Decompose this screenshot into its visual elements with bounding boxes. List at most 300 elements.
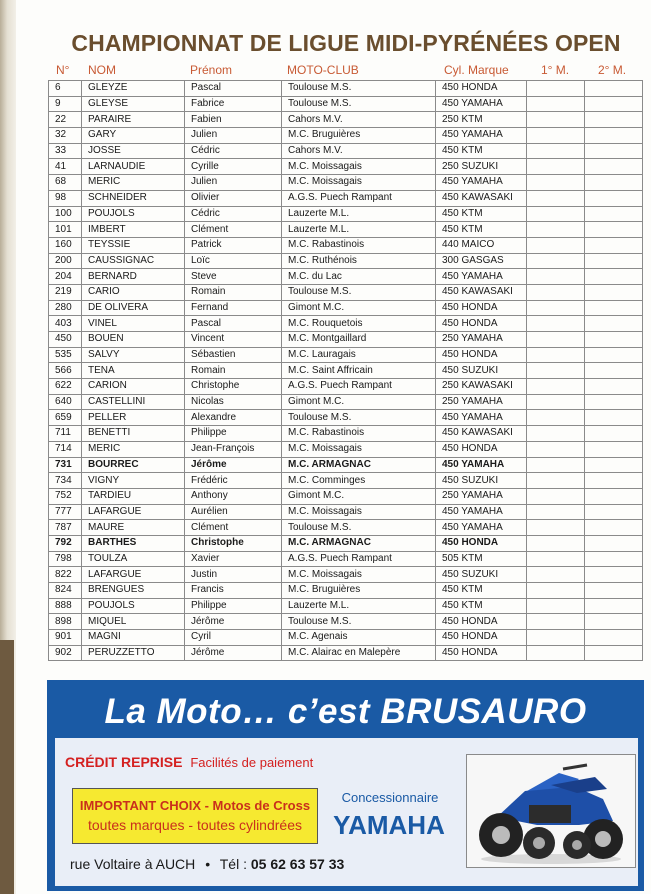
cell-num: 101 <box>49 222 82 238</box>
cell-m1 <box>527 426 585 442</box>
ad-tel-label: Tél : <box>219 856 247 872</box>
table-row <box>49 128 643 144</box>
page-title: CHAMPIONNAT DE LIGUE MIDI-PYRÉNÉES OPEN <box>71 30 621 56</box>
cell-m1 <box>527 363 585 379</box>
cell-m1 <box>527 143 585 159</box>
cell-m1 <box>527 551 585 567</box>
cell-m2 <box>585 567 643 583</box>
cell-nom: PELLER <box>82 410 185 426</box>
cell-m1 <box>527 269 585 285</box>
cell-num: 777 <box>49 504 82 520</box>
cell-club: A.G.S. Puech Rampant <box>282 190 436 206</box>
cell-num: 731 <box>49 457 82 473</box>
table-row <box>49 441 643 457</box>
cell-club: M.C. Alairac en Malepère <box>282 645 436 661</box>
cell-num: 450 <box>49 332 82 348</box>
cell-num: 752 <box>49 488 82 504</box>
cell-club: M.C. Rouquetois <box>282 316 436 332</box>
cell-cyl: 450 KTM <box>436 206 527 222</box>
cell-cyl: 250 KAWASAKI <box>436 379 527 395</box>
cell-m1 <box>527 81 585 97</box>
cell-num: 798 <box>49 551 82 567</box>
table-row <box>49 614 643 630</box>
cell-m2 <box>585 473 643 489</box>
ad-bullet: • <box>205 856 211 872</box>
cell-m2 <box>585 535 643 551</box>
cell-m1 <box>527 457 585 473</box>
cell-cyl: 300 GASGAS <box>436 253 527 269</box>
cell-club: M.C. Montgaillard <box>282 332 436 348</box>
cell-m1 <box>527 614 585 630</box>
table-row <box>49 567 643 583</box>
cell-cyl: 450 KTM <box>436 598 527 614</box>
table-row <box>49 284 643 300</box>
cell-m1 <box>527 300 585 316</box>
cell-prenom: Cyrille <box>185 159 282 175</box>
cell-nom: LAFARGUE <box>82 504 185 520</box>
table-row <box>49 426 643 442</box>
cell-club: Toulouse M.S. <box>282 81 436 97</box>
cell-club: Toulouse M.S. <box>282 410 436 426</box>
cell-club: M.C. Saint Affricain <box>282 363 436 379</box>
cell-m1 <box>527 410 585 426</box>
cell-m2 <box>585 206 643 222</box>
cell-m1 <box>527 175 585 191</box>
cell-club: Lauzerte M.L. <box>282 206 436 222</box>
results-table <box>48 80 643 661</box>
cell-nom: PARAIRE <box>82 112 185 128</box>
cell-prenom: Philippe <box>185 598 282 614</box>
cell-prenom: Romain <box>185 284 282 300</box>
cell-prenom: Frédéric <box>185 473 282 489</box>
cell-m2 <box>585 175 643 191</box>
cell-club: Cahors M.V. <box>282 143 436 159</box>
cell-cyl: 450 YAMAHA <box>436 269 527 285</box>
advertisement-banner <box>47 680 644 891</box>
cell-nom: TOULZA <box>82 551 185 567</box>
ad-phone: 05 62 63 57 33 <box>250 856 345 872</box>
cell-prenom: Alexandre <box>185 410 282 426</box>
cell-nom: GLEYSE <box>82 96 185 112</box>
cell-m2 <box>585 222 643 238</box>
cell-club: Toulouse M.S. <box>282 96 436 112</box>
cell-num: 280 <box>49 300 82 316</box>
cell-m1 <box>527 520 585 536</box>
cell-prenom: Francis <box>185 583 282 599</box>
table-row <box>49 332 643 348</box>
cell-m2 <box>585 645 643 661</box>
cell-num: 98 <box>49 190 82 206</box>
cell-club: M.C. Moissagais <box>282 175 436 191</box>
cell-m1 <box>527 645 585 661</box>
cell-prenom: Cédric <box>185 143 282 159</box>
column-header-moto-club: MOTO-CLUB <box>287 63 359 77</box>
cell-prenom: Christophe <box>185 379 282 395</box>
cell-cyl: 450 HONDA <box>436 614 527 630</box>
cell-prenom: Pascal <box>185 81 282 97</box>
cell-cyl: 450 KAWASAKI <box>436 426 527 442</box>
cell-prenom: Philippe <box>185 426 282 442</box>
cell-cyl: 250 SUZUKI <box>436 159 527 175</box>
cell-club: M.C. Agenais <box>282 630 436 646</box>
table-row <box>49 410 643 426</box>
table-row <box>49 504 643 520</box>
table-row <box>49 300 643 316</box>
cell-cyl: 450 HONDA <box>436 347 527 363</box>
cell-nom: CARIO <box>82 284 185 300</box>
cell-m1 <box>527 441 585 457</box>
cell-club: Gimont M.C. <box>282 488 436 504</box>
cell-club: M.C. Rabastinois <box>282 237 436 253</box>
cell-prenom: Christophe <box>185 535 282 551</box>
cell-prenom: Aurélien <box>185 504 282 520</box>
cell-nom: MIQUEL <box>82 614 185 630</box>
cell-m2 <box>585 159 643 175</box>
cell-prenom: Nicolas <box>185 394 282 410</box>
column-header-prenom: Prénom <box>190 63 233 77</box>
cell-cyl: 450 HONDA <box>436 441 527 457</box>
cell-num: 787 <box>49 520 82 536</box>
cell-m1 <box>527 347 585 363</box>
cell-nom: MAURE <box>82 520 185 536</box>
cell-num: 902 <box>49 645 82 661</box>
cell-m2 <box>585 426 643 442</box>
cell-cyl: 450 YAMAHA <box>436 457 527 473</box>
table-row <box>49 583 643 599</box>
table-row <box>49 645 643 661</box>
ad-address: rue Voltaire à AUCH <box>70 856 196 872</box>
cell-num: 403 <box>49 316 82 332</box>
cell-num: 6 <box>49 81 82 97</box>
cell-m1 <box>527 488 585 504</box>
table-row <box>49 206 643 222</box>
cell-cyl: 450 HONDA <box>436 630 527 646</box>
cell-nom: TARDIEU <box>82 488 185 504</box>
cell-prenom: Fabrice <box>185 96 282 112</box>
cell-club: A.G.S. Puech Rampant <box>282 551 436 567</box>
ad-choice-strong: IMPORTANT CHOIX <box>79 798 201 813</box>
cell-club: M.C. Lauragais <box>282 347 436 363</box>
cell-club: Lauzerte M.L. <box>282 222 436 238</box>
cell-m1 <box>527 332 585 348</box>
cell-m1 <box>527 379 585 395</box>
cell-num: 888 <box>49 598 82 614</box>
ad-credit-reprise: CRÉDIT REPRISE <box>65 754 183 770</box>
cell-m1 <box>527 630 585 646</box>
cell-club: M.C. Ruthénois <box>282 253 436 269</box>
table-row <box>49 488 643 504</box>
cell-m2 <box>585 128 643 144</box>
cell-num: 734 <box>49 473 82 489</box>
cell-m2 <box>585 96 643 112</box>
cell-prenom: Julien <box>185 175 282 191</box>
cell-prenom: Clément <box>185 222 282 238</box>
cell-cyl: 250 YAMAHA <box>436 488 527 504</box>
table-row <box>49 394 643 410</box>
cell-nom: LAFARGUE <box>82 567 185 583</box>
cell-num: 9 <box>49 96 82 112</box>
cell-nom: BENETTI <box>82 426 185 442</box>
cell-club: Lauzerte M.L. <box>282 598 436 614</box>
cell-m2 <box>585 363 643 379</box>
ad-panel <box>55 738 638 886</box>
ad-choice-line-2: toutes marques - toutes cylindrées <box>88 817 302 833</box>
cell-cyl: 250 KTM <box>436 112 527 128</box>
cell-num: 535 <box>49 347 82 363</box>
cell-cyl: 505 KTM <box>436 551 527 567</box>
table-row <box>49 598 643 614</box>
cell-m1 <box>527 473 585 489</box>
cell-cyl: 450 HONDA <box>436 81 527 97</box>
cell-prenom: Jérôme <box>185 457 282 473</box>
cell-nom: BERNARD <box>82 269 185 285</box>
ad-choice-box <box>72 788 318 844</box>
cell-m1 <box>527 284 585 300</box>
cell-num: 33 <box>49 143 82 159</box>
cell-club: Toulouse M.S. <box>282 520 436 536</box>
cell-m2 <box>585 630 643 646</box>
table-row <box>49 112 643 128</box>
cell-club: M.C. Bruguières <box>282 583 436 599</box>
column-header-cyl-marque: Cyl. Marque <box>444 63 509 77</box>
cell-num: 204 <box>49 269 82 285</box>
cell-prenom: Cédric <box>185 206 282 222</box>
ad-choice-line-1 <box>73 798 317 813</box>
cell-m2 <box>585 316 643 332</box>
cell-club: Gimont M.C. <box>282 394 436 410</box>
cell-num: 32 <box>49 128 82 144</box>
cell-prenom: Xavier <box>185 551 282 567</box>
cell-nom: POUJOLS <box>82 598 185 614</box>
cell-m2 <box>585 394 643 410</box>
cell-m1 <box>527 535 585 551</box>
cell-club: Gimont M.C. <box>282 300 436 316</box>
cell-cyl: 450 HONDA <box>436 535 527 551</box>
cell-prenom: Steve <box>185 269 282 285</box>
ad-choice-rest: - Motos de Cross <box>201 798 311 813</box>
cell-cyl: 450 YAMAHA <box>436 175 527 191</box>
cell-club: M.C. Bruguières <box>282 128 436 144</box>
cell-prenom: Cyril <box>185 630 282 646</box>
cell-club: M.C. Moissagais <box>282 567 436 583</box>
cell-prenom: Olivier <box>185 190 282 206</box>
cell-m2 <box>585 379 643 395</box>
cell-num: 901 <box>49 630 82 646</box>
table-row <box>49 237 643 253</box>
cell-num: 711 <box>49 426 82 442</box>
table-row <box>49 535 643 551</box>
cell-nom: DE OLIVERA <box>82 300 185 316</box>
cell-m2 <box>585 614 643 630</box>
ad-headline: La Moto… c’est BRUSAURO <box>104 692 587 731</box>
cell-nom: SCHNEIDER <box>82 190 185 206</box>
cell-club: M.C. Moissagais <box>282 441 436 457</box>
cell-m1 <box>527 222 585 238</box>
cell-m2 <box>585 284 643 300</box>
column-header-nom: NOM <box>88 63 116 77</box>
cell-num: 41 <box>49 159 82 175</box>
cell-m2 <box>585 253 643 269</box>
cell-m2 <box>585 112 643 128</box>
cell-nom: BOUEN <box>82 332 185 348</box>
cell-club: Cahors M.V. <box>282 112 436 128</box>
cell-prenom: Fabien <box>185 112 282 128</box>
cell-num: 200 <box>49 253 82 269</box>
ad-brand: YAMAHA <box>333 810 445 840</box>
cell-nom: MAGNI <box>82 630 185 646</box>
cell-nom: POUJOLS <box>82 206 185 222</box>
cell-prenom: Sébastien <box>185 347 282 363</box>
cell-nom: GARY <box>82 128 185 144</box>
cell-m2 <box>585 81 643 97</box>
cell-num: 68 <box>49 175 82 191</box>
cell-m1 <box>527 96 585 112</box>
cell-num: 219 <box>49 284 82 300</box>
cell-m1 <box>527 567 585 583</box>
cell-m2 <box>585 504 643 520</box>
column-header-second-manche: 2° M. <box>598 63 627 77</box>
cell-prenom: Anthony <box>185 488 282 504</box>
cell-nom: GLEYZE <box>82 81 185 97</box>
ad-address-line <box>70 856 344 872</box>
table-row <box>49 520 643 536</box>
cell-nom: BARTHES <box>82 535 185 551</box>
cell-m1 <box>527 190 585 206</box>
table-row <box>49 81 643 97</box>
cell-nom: TENA <box>82 363 185 379</box>
cell-prenom: Fernand <box>185 300 282 316</box>
cell-nom: MERIC <box>82 441 185 457</box>
cell-cyl: 450 SUZUKI <box>436 363 527 379</box>
cell-m1 <box>527 253 585 269</box>
cell-cyl: 250 YAMAHA <box>436 394 527 410</box>
cell-club: M.C. Moissagais <box>282 159 436 175</box>
ad-quad-photo <box>466 754 636 868</box>
quad-atv-icon <box>467 755 635 867</box>
cell-nom: LARNAUDIE <box>82 159 185 175</box>
cell-m1 <box>527 159 585 175</box>
cell-prenom: Vincent <box>185 332 282 348</box>
cell-num: 160 <box>49 237 82 253</box>
cell-nom: BOURREC <box>82 457 185 473</box>
cell-m2 <box>585 410 643 426</box>
table-row <box>49 96 643 112</box>
table-row <box>49 630 643 646</box>
cell-m1 <box>527 504 585 520</box>
table-row <box>49 457 643 473</box>
cell-m2 <box>585 269 643 285</box>
cell-num: 566 <box>49 363 82 379</box>
cell-m2 <box>585 237 643 253</box>
cell-cyl: 450 KTM <box>436 583 527 599</box>
cell-m2 <box>585 598 643 614</box>
cell-cyl: 450 YAMAHA <box>436 96 527 112</box>
cell-m1 <box>527 237 585 253</box>
cell-nom: CARION <box>82 379 185 395</box>
cell-nom: CASTELLINI <box>82 394 185 410</box>
cell-cyl: 450 YAMAHA <box>436 128 527 144</box>
cell-prenom: Jean-François <box>185 441 282 457</box>
cell-nom: SALVY <box>82 347 185 363</box>
cell-nom: CAUSSIGNAC <box>82 253 185 269</box>
cell-cyl: 450 YAMAHA <box>436 410 527 426</box>
cell-cyl: 450 KTM <box>436 222 527 238</box>
cell-cyl: 450 HONDA <box>436 316 527 332</box>
cell-m2 <box>585 488 643 504</box>
ad-dealer-label: Concessionnaire <box>341 790 439 805</box>
cell-nom: JOSSE <box>82 143 185 159</box>
cell-club: Toulouse M.S. <box>282 284 436 300</box>
cell-m1 <box>527 112 585 128</box>
table-row <box>49 143 643 159</box>
cell-m2 <box>585 583 643 599</box>
cell-cyl: 450 KAWASAKI <box>436 284 527 300</box>
cell-nom: VINEL <box>82 316 185 332</box>
cell-club: Toulouse M.S. <box>282 614 436 630</box>
cell-club: M.C. Moissagais <box>282 504 436 520</box>
table-row <box>49 363 643 379</box>
cell-nom: MERIC <box>82 175 185 191</box>
cell-m1 <box>527 394 585 410</box>
cell-m2 <box>585 347 643 363</box>
cell-prenom: Romain <box>185 363 282 379</box>
cell-cyl: 450 YAMAHA <box>436 504 527 520</box>
cell-club: M.C. ARMAGNAC <box>282 535 436 551</box>
cell-prenom: Justin <box>185 567 282 583</box>
cell-club: M.C. ARMAGNAC <box>282 457 436 473</box>
table-row <box>49 379 643 395</box>
cell-cyl: 450 YAMAHA <box>436 520 527 536</box>
cell-prenom: Julien <box>185 128 282 144</box>
table-row <box>49 347 643 363</box>
cell-prenom: Pascal <box>185 316 282 332</box>
ad-payment-facilities: Facilités de paiement <box>190 755 314 770</box>
cell-m1 <box>527 128 585 144</box>
cell-m2 <box>585 190 643 206</box>
cell-num: 714 <box>49 441 82 457</box>
cell-m1 <box>527 206 585 222</box>
cell-num: 898 <box>49 614 82 630</box>
table-row <box>49 159 643 175</box>
cell-m2 <box>585 520 643 536</box>
table-row <box>49 175 643 191</box>
cell-cyl: 450 KAWASAKI <box>436 190 527 206</box>
table-row <box>49 473 643 489</box>
cell-num: 792 <box>49 535 82 551</box>
cell-cyl: 450 SUZUKI <box>436 473 527 489</box>
cell-m2 <box>585 551 643 567</box>
table-row <box>49 222 643 238</box>
cell-m2 <box>585 457 643 473</box>
cell-prenom: Jérôme <box>185 645 282 661</box>
cell-nom: TEYSSIE <box>82 237 185 253</box>
cell-num: 622 <box>49 379 82 395</box>
table-row <box>49 190 643 206</box>
cell-num: 822 <box>49 567 82 583</box>
cell-num: 824 <box>49 583 82 599</box>
cell-num: 640 <box>49 394 82 410</box>
cell-prenom: Loïc <box>185 253 282 269</box>
column-header-number: N° <box>56 63 70 77</box>
cell-prenom: Clément <box>185 520 282 536</box>
cell-cyl: 450 KTM <box>436 143 527 159</box>
cell-cyl: 250 YAMAHA <box>436 332 527 348</box>
page-spine-shadow <box>0 640 14 894</box>
cell-num: 22 <box>49 112 82 128</box>
cell-nom: BRENGUES <box>82 583 185 599</box>
ad-credit-line <box>65 754 313 770</box>
cell-prenom: Jérôme <box>185 614 282 630</box>
